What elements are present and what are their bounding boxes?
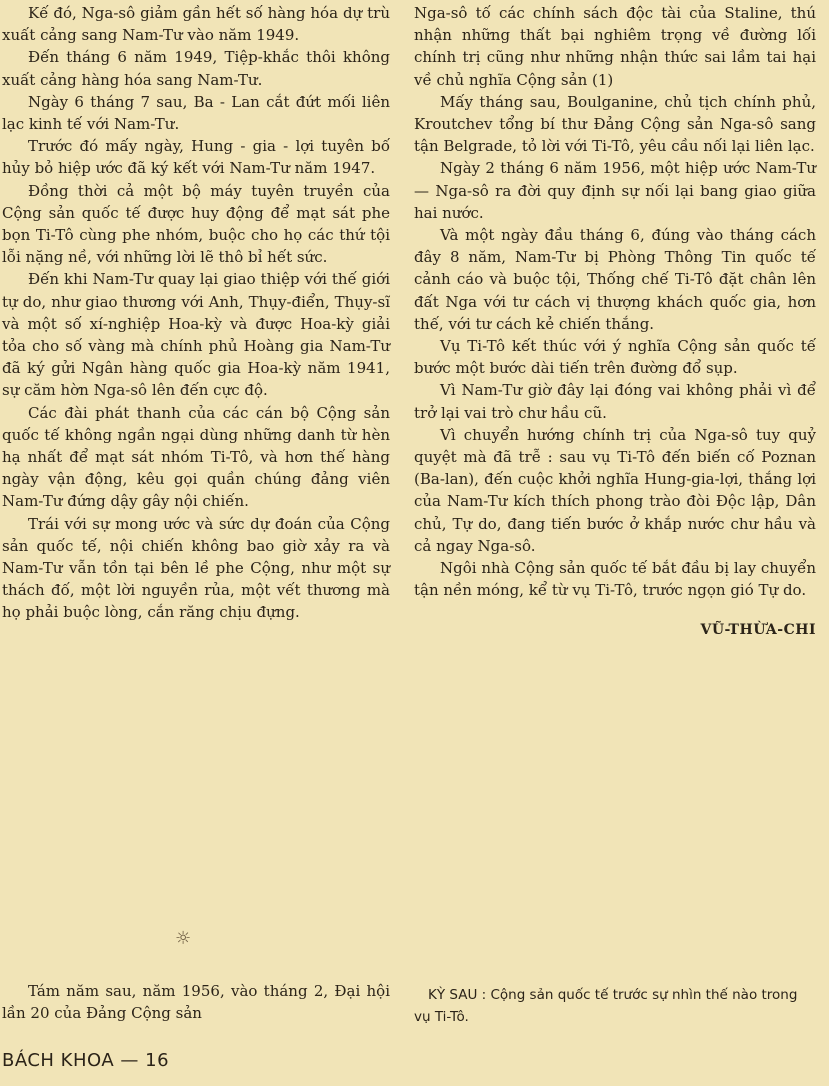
section-separator-ornament: ☼ (175, 928, 192, 949)
paragraph: Vụ Ti-Tô kết thúc với ý nghĩa Cộng sản quốc tế bước một bước dài tiến trên đường đổ sụp. (414, 337, 816, 378)
paragraph: Tám năm sau, năm 1956, vào tháng 2, Đại hội lần 20 của Đảng Cộng sản (2, 982, 390, 1023)
paragraph: Ngày 6 tháng 7 sau, Ba - Lan cắt đứt mối liên lạc kinh tế với Nam-Tư. (2, 92, 390, 134)
page-footer: BÁCH KHOA — 16 (2, 1050, 170, 1071)
paragraph: Kế đó, Nga-sô giảm gần hết số hàng hóa dự trù xuất cảng sang Nam-Tư vào năm 1949. (2, 4, 390, 45)
author-signature: VŨ-THỪA-CHI (700, 622, 816, 639)
paragraph: Ngôi nhà Cộng sản quốc tế bắt đầu bị lay chuyển tận nền móng, kể từ vụ Ti-Tô, trước ngọn gió Tự do. (414, 559, 816, 600)
next-issue-note: KỲ SAU : Cộng sản quốc tế trước sự nhìn thế nào trong vụ Ti-Tô. (414, 987, 798, 1025)
paragraph: Các đài phát thanh của các cán bộ Cộng sản quốc tế không ngần ngại dùng những danh từ hèn hạ nhất để mạt sát nhóm Ti-Tô, và hơn thế hàng ngày vận động, kêu gọi quần chúng đảng viên Nam-Tư đứng dậy gây nội chiến. (2, 403, 390, 511)
paragraph: Nga-sô tố các chính sách độc tài của Staline, thú nhận những thất bại nghiêm trọng về đường lối chính trị cũng như những nhận thức sai lầm tai hại về chủ nghĩa Cộng sản (1) (414, 4, 816, 89)
paragraph: Vì Nam-Tư giờ đây lại đóng vai không phải vì để trở lại vai trò chư hầu cũ. (414, 381, 816, 422)
paragraph: Vì chuyển hướng chính trị của Nga-sô tuy quỷ quyệt mà đã trễ : sau vụ Ti-Tô đến biến cố Poznan (Ba-lan), đến cuộc khởi nghĩa Hung-gia-lợi, thắng lợi của Nam-Tư kích thích phong trào đòi Độc lập, Dân chủ, Tự do, đang tiến bước ở khắp nước chư hầu và cả ngay Nga-sô. (414, 425, 816, 555)
paragraph: Đến khi Nam-Tư quay lại giao thiệp với thế giới tự do, như giao thương với Anh, Thụy-điển, Thụy-sĩ và một số xí-nghiệp Hoa-kỳ và được Hoa-kỳ giải tỏa cho số vàng mà chính phủ Hoàng gia Nam-Tư đã ký gửi Ngân hàng quốc gia Hoa-kỳ năm 1941, sự căm hờn Nga-sô lên đến cực độ. (2, 270, 390, 400)
paragraph: Và một ngày đầu tháng 6, đúng vào tháng cách đây 8 năm, Nam-Tư bị Phòng Thông Tin quốc tế cảnh cáo và buộc tội, Thống chế Ti-Tô đặt chân lên đất Nga với tư cách vị thượng khách quốc gia, hơn thế, với tư cách kẻ chiến thắng. (414, 226, 816, 333)
paragraph: Mấy tháng sau, Boulganine, chủ tịch chính phủ, Kroutchev tổng bí thư Đảng Cộng sản Nga-sô sang tận Belgrade, tỏ lời với Ti-Tô, yêu cầu nối lại liên lạc. (414, 92, 816, 156)
paragraph: Đến tháng 6 năm 1949, Tiệp-khắc thôi không xuất cảng hàng hóa sang Nam-Tư. (2, 48, 390, 89)
paragraph: Đồng thời cả một bộ máy tuyên truyền của Cộng sản quốc tế được huy động để mạt sát phe bọn Ti-Tô cùng phe nhóm, buộc cho họ các thứ tội lỗi nặng nề, với những lời lẽ thô bỉ hết sức. (2, 181, 390, 267)
right-column (414, 2, 816, 642)
left-column-bottom (2, 980, 390, 1024)
paragraph: Trái với sự mong ước và sức dự đoán của Cộng sản quốc tế, nội chiến không bao giờ xảy ra và Nam-Tư vẫn tồn tại bên lề phe Cộng, như một sự thách đố, một lời nguyền rủa, một vết thương mà họ phải buộc lòng, cắn răng chịu đựng. (2, 514, 390, 622)
left-column (2, 2, 390, 624)
paragraph: Ngày 2 tháng 6 năm 1956, một hiệp ước Nam-Tư — Nga-sô ra đời quy định sự nối lại bang giao giữa hai nước. (414, 159, 816, 222)
paragraph: Trước đó mấy ngày, Hung - gia - lợi tuyên bố hủy bỏ hiệp ước đã ký kết với Nam-Tư năm 1947. (2, 137, 390, 178)
